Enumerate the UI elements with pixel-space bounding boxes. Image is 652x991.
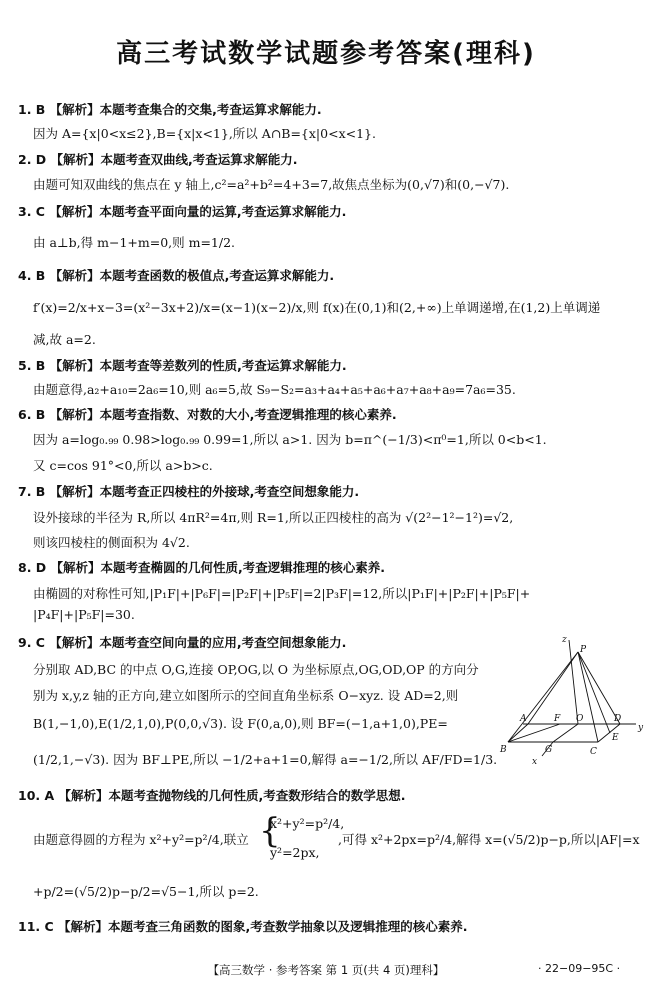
answer-5-heading: 5. B 【解析】本题考查等差数列的性质,考查运算求解能力. xyxy=(18,358,347,373)
answer-4-heading: 4. B 【解析】本题考查函数的极值点,考查运算求解能力. xyxy=(18,268,335,283)
answer-10-line-1-tail: ,可得 x²+2px=p²/4,解得 x=(√5/2)p−p,所以|AF|=x xyxy=(338,832,640,847)
label-g: G xyxy=(545,745,553,755)
page-footer: 【高三数学 · 参考答案 第 1 页(共 4 页)理科】 xyxy=(207,963,445,977)
label-d: D xyxy=(614,714,622,724)
answer-2-line: 由题可知双曲线的焦点在 y 轴上,c²=a²+b²=4+3=7,故焦点坐标为(0,√7)和(0,−√7). xyxy=(33,177,510,192)
answer-5-line: 由题意得,a₂+a₁₀=2a₆=10,则 a₆=5,故 S₉−S₂=a₃+a₄+a₅+a₆+a₇+a₈+a₉=7a₆=35. xyxy=(33,382,516,397)
answer-10-line-2: +p/2=(√5/2)p−p/2=√5−1,所以 p=2. xyxy=(33,884,259,899)
answer-1-line: 因为 A={x|0<x≤2},B={x|x<1},所以 A∩B={x|0<x<1}. xyxy=(33,126,376,141)
label-e: E xyxy=(612,733,619,743)
answer-1-heading: 1. B 【解析】本题考查集合的交集,考查运算求解能力. xyxy=(18,102,322,117)
document-code: · 22−09−95C · xyxy=(538,962,621,975)
answer-3-line: 由 a⊥b,得 m−1+m=0,则 m=1/2. xyxy=(33,235,236,250)
label-c: C xyxy=(590,747,597,757)
answer-8-line-1: 由椭圆的对称性可知,|P₁F|+|P₆F|=|P₂F|+|P₅F|=2|P₃F|=12,所以|P₁F|+|P₂F|+|P₅F|+ xyxy=(33,586,531,601)
answer-6-line-2: 又 c=cos 91°<0,所以 a>b>c. xyxy=(33,458,213,473)
answer-8-line-2: |P₄F|+|P₅F|=30. xyxy=(33,607,135,622)
label-p: P xyxy=(580,645,587,655)
page-title: 高三考试数学试题参考答案(理科) xyxy=(116,39,536,69)
label-y: y xyxy=(638,723,644,733)
label-x: x xyxy=(532,757,538,767)
answer-9-line-2: 别为 x,y,z 轴的正方向,建立如图所示的空间直角坐标系 O−xyz. 设 AD=2,则 xyxy=(33,688,459,703)
segment-bf xyxy=(508,724,560,742)
answer-6-heading: 6. B 【解析】本题考查指数、对数的大小,考查逻辑推理的核心素养. xyxy=(18,407,397,422)
label-a: A xyxy=(520,714,527,724)
answer-9-heading: 9. C 【解析】本题考查空间向量的应用,考查空间想象能力. xyxy=(18,635,347,650)
pyramid-figure xyxy=(498,632,650,767)
answer-3-heading: 3. C 【解析】本题考查平面向量的运算,考查运算求解能力. xyxy=(18,204,347,219)
answer-2-heading: 2. D 【解析】本题考查双曲线,考查运算求解能力. xyxy=(18,152,298,167)
label-b: B xyxy=(500,745,507,755)
edge-pc xyxy=(578,652,598,742)
answer-9-line-4: (1/2,1,−√3). 因为 BF⊥PE,所以 −1/2+a+1=0,解得 a=−1/2,所以 AF/FD=1/3. xyxy=(33,752,498,767)
base-edge-ab xyxy=(508,724,528,742)
label-z: z xyxy=(562,635,567,645)
answer-6-line-1: 因为 a=log₀.₉₉ 0.98>log₀.₉₉ 0.99=1,所以 a>1. 因为 b=π^(−1/3)<π⁰=1,所以 0<b<1. xyxy=(33,432,547,447)
answer-10-heading: 10. A 【解析】本题考查抛物线的几何性质,考查数形结合的数学思想. xyxy=(18,788,406,803)
answer-7-line-1: 设外接球的半径为 R,所以 4πR²=4π,则 R=1,所以正四棱柱的高为 √(2²−1²−1²)=√2, xyxy=(33,510,514,525)
system-equation-2: y²=2px, xyxy=(270,845,320,860)
answer-9-line-3: B(1,−1,0),E(1/2,1,0),P(0,0,√3). 设 F(0,a,0),则 BF=(−1,a+1,0),PE= xyxy=(33,716,448,731)
edge-pb xyxy=(508,652,578,742)
answer-8-heading: 8. D 【解析】本题考查椭圆的几何性质,考查逻辑推理的核心素养. xyxy=(18,560,386,575)
answer-7-line-2: 则该四棱柱的侧面积为 4√2. xyxy=(33,535,190,550)
answer-7-heading: 7. B 【解析】本题考查正四棱柱的外接球,考查空间想象能力. xyxy=(18,484,360,499)
segment-og xyxy=(553,724,578,742)
answer-4-line-2: 减,故 a=2. xyxy=(33,332,96,347)
edge-pa xyxy=(528,652,578,724)
label-o: O xyxy=(576,714,584,724)
z-axis-line xyxy=(569,640,578,724)
answer-4-line-1: f′(x)=2/x+x−3=(x²−3x+2)/x=(x−1)(x−2)/x,则 f(x)在(0,1)和(2,+∞)上单调递增,在(1,2)上单调递 xyxy=(33,300,601,315)
answer-9-line-1: 分别取 AD,BC 的中点 O,G,连接 OP,OG,以 O 为坐标原点,OG,OD,OP 的方向分 xyxy=(33,662,479,677)
system-brace: { xyxy=(259,811,281,851)
system-equation-1: x²+y²=p²/4, xyxy=(270,816,345,831)
label-f: F xyxy=(554,714,561,724)
answer-11-heading: 11. C 【解析】本题考查三角函数的图象,考查数学抽象以及逻辑推理的核心素养. xyxy=(18,919,468,934)
answer-10-line-1: 由题意得圆的方程为 x²+y²=p²/4,联立 xyxy=(33,832,249,847)
